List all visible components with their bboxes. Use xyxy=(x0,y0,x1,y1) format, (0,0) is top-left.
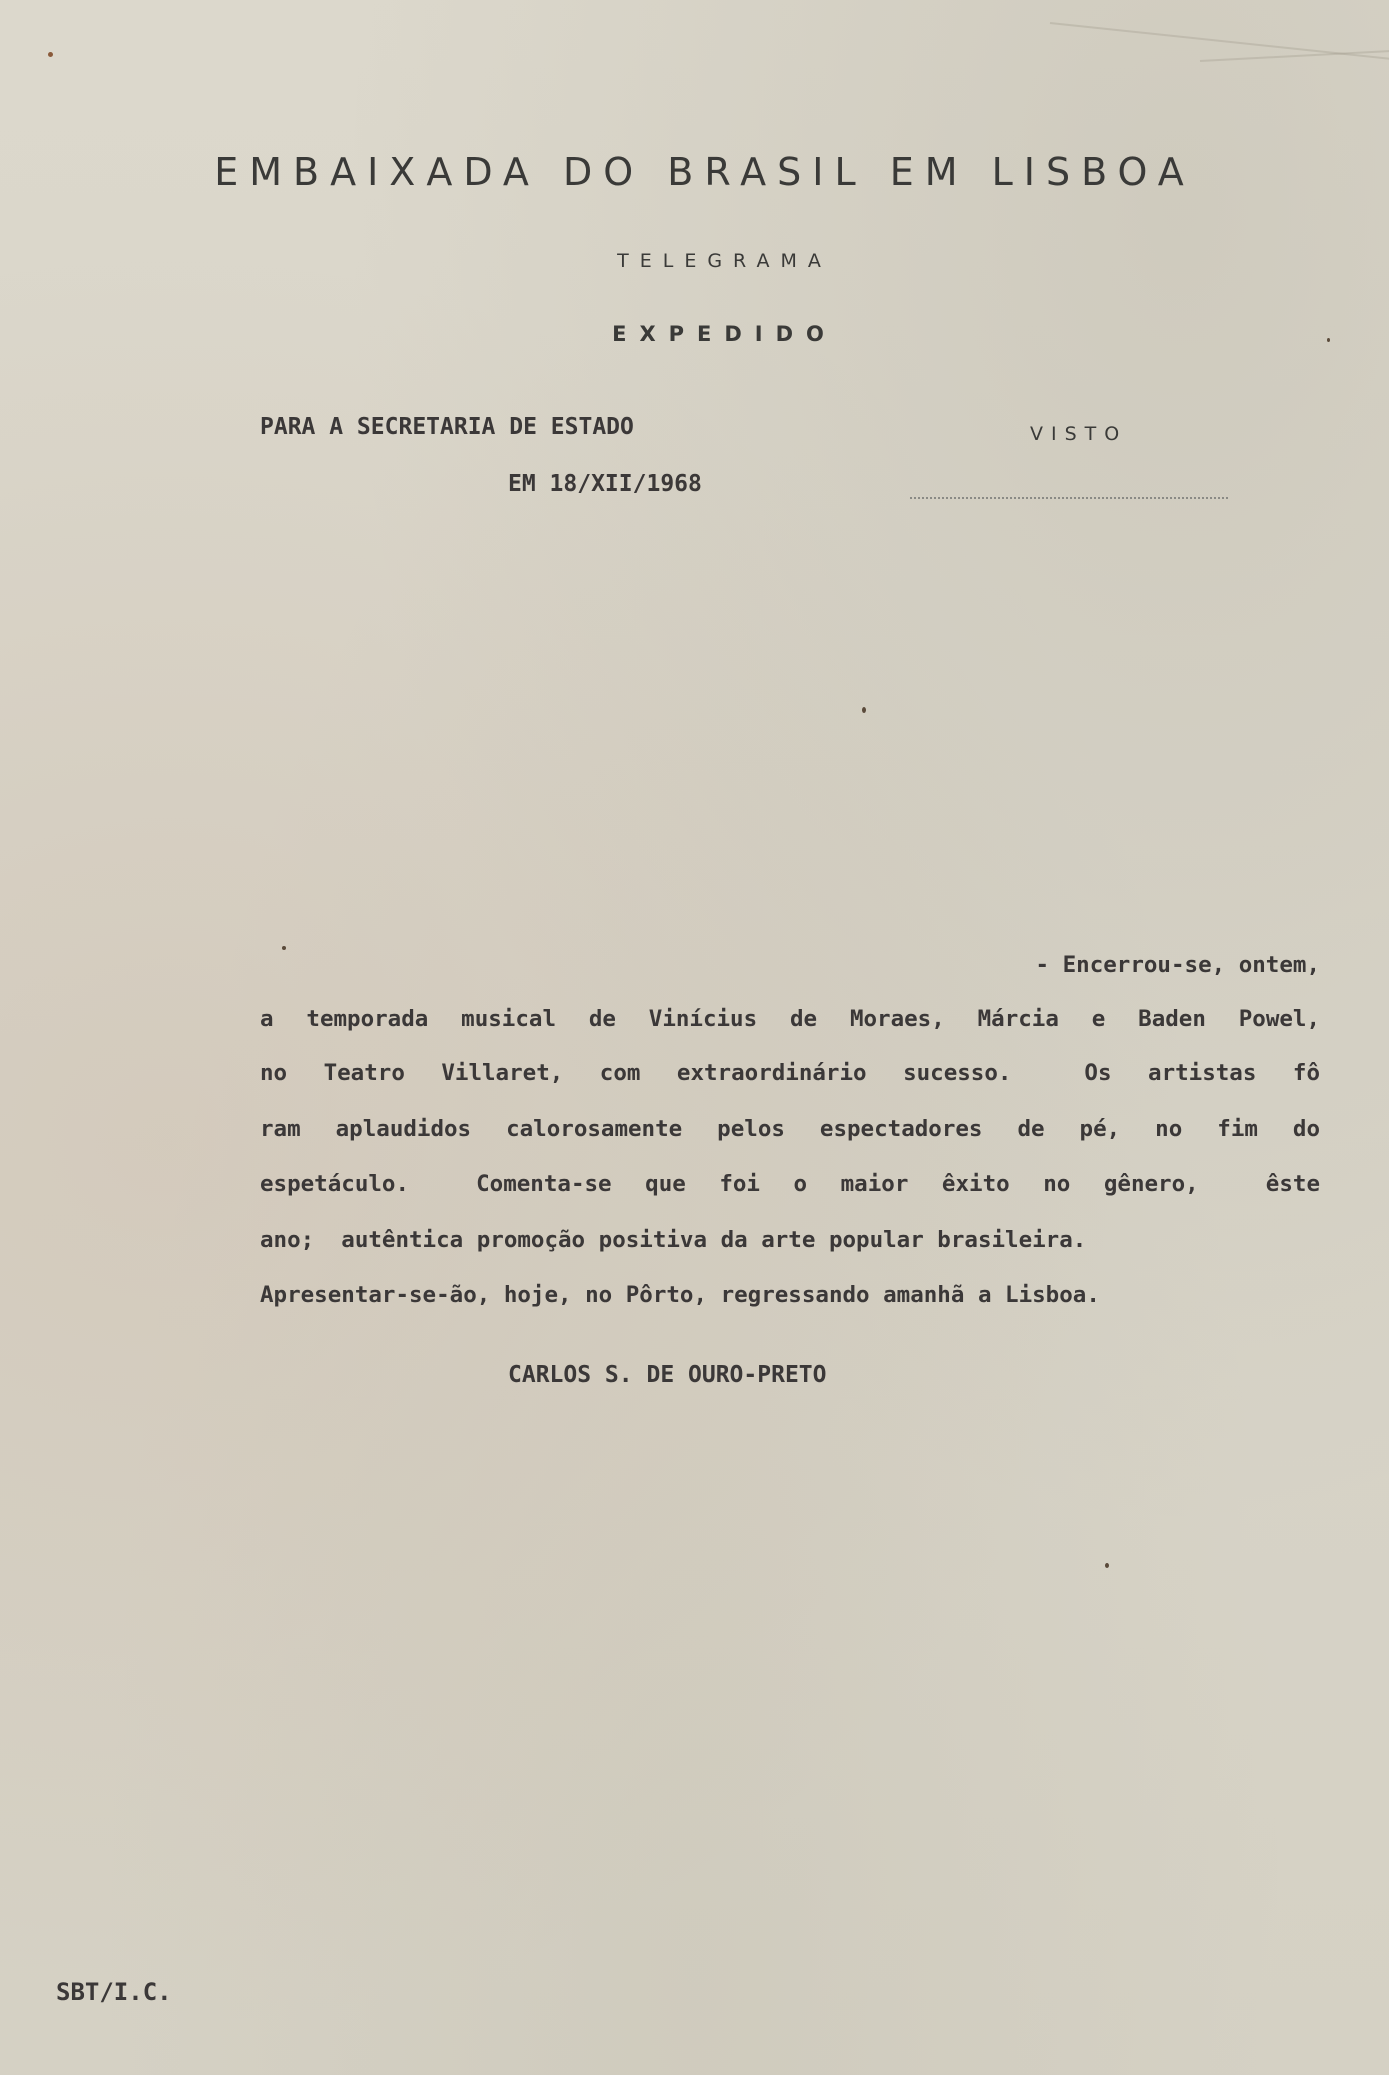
body-line: ram aplaudidos calorosamente pelos espectadores de pé, no fim do xyxy=(260,1116,1320,1142)
reference-code: SBT/I.C. xyxy=(56,1978,172,2006)
paper-speck xyxy=(282,946,286,950)
paper-crease xyxy=(1050,22,1389,64)
paper-speck xyxy=(48,52,53,57)
body-line: ano; autêntica promoção positiva da arte popular brasileira. xyxy=(260,1227,1087,1253)
document-direction: EXPEDIDO xyxy=(612,322,837,346)
body-line: Apresentar-se-ão, hoje, no Pôrto, regressando amanhã a Lisboa. xyxy=(260,1282,1100,1308)
body-line: espetáculo. Comenta-se que foi o maior êxito no gênero, êste xyxy=(260,1171,1320,1197)
visto-label: VISTO xyxy=(1030,423,1128,445)
embassy-letterhead: EMBAIXADA DO BRASIL EM LISBOA xyxy=(214,150,1195,194)
body-line: - Encerrou-se, ontem, xyxy=(1035,952,1320,978)
date-line: EM 18/XII/1968 xyxy=(508,471,702,497)
body-line: a temporada musical de Vinícius de Moraes, Márcia e Baden Powel, xyxy=(260,1006,1320,1032)
paper-speck xyxy=(862,707,866,713)
visto-signature-line xyxy=(910,497,1228,499)
paper-speck xyxy=(1105,1563,1109,1568)
document-type: TELEGRAMA xyxy=(617,250,832,272)
body-line: no Teatro Villaret, com extraordinário sucesso. Os artistas fô xyxy=(260,1060,1320,1086)
recipient-line: PARA A SECRETARIA DE ESTADO xyxy=(260,414,634,440)
signature: CARLOS S. DE OURO-PRETO xyxy=(508,1362,827,1388)
